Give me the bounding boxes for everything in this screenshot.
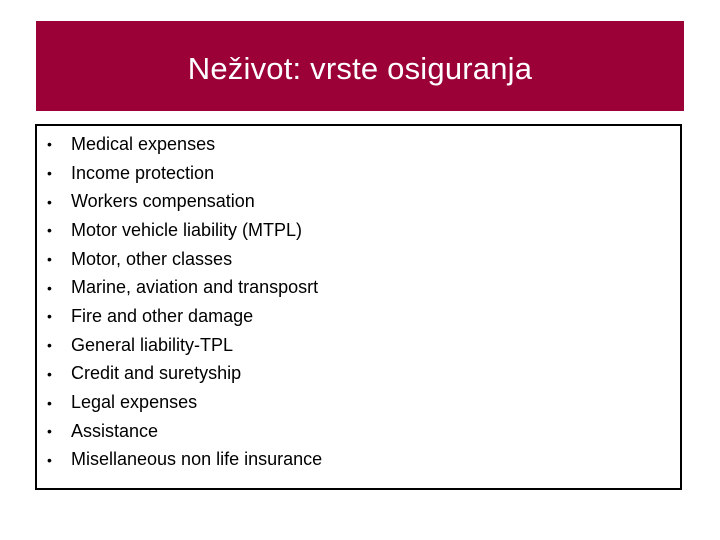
- list-item-label: Workers compensation: [71, 191, 255, 212]
- list-item: [47, 273, 322, 302]
- bullet-icon: •: [47, 365, 52, 382]
- content-box: [35, 124, 682, 490]
- bullet-icon: •: [47, 279, 52, 296]
- list-item: [47, 130, 322, 159]
- list-item-label: Legal expenses: [71, 392, 198, 413]
- list-item: [47, 417, 322, 446]
- list-item: [47, 187, 322, 216]
- bullet-list: [47, 130, 322, 474]
- list-item: [47, 388, 322, 417]
- list-item: [47, 302, 322, 331]
- bullet-icon: •: [47, 451, 52, 468]
- list-item-label: Motor vehicle liability (MTPL): [71, 219, 303, 240]
- list-item: [47, 245, 322, 274]
- list-item-label: Fire and other damage: [71, 305, 254, 326]
- bullet-icon: •: [47, 394, 52, 411]
- list-item: [47, 331, 322, 360]
- bullet-icon: •: [47, 193, 52, 210]
- list-item-label: Assistance: [71, 420, 159, 441]
- list-item-label: Misellaneous non life insurance: [71, 449, 323, 470]
- list-item-label: Marine, aviation and transposrt: [71, 277, 319, 298]
- list-item-label: Motor, other classes: [71, 248, 233, 269]
- list-item-label: General liability-TPL: [71, 334, 234, 355]
- bullet-icon: •: [47, 165, 52, 182]
- list-item: [47, 446, 322, 475]
- list-item-label: Credit and suretyship: [71, 363, 242, 384]
- slide-title: Neživot: vrste osiguranja: [187, 51, 533, 86]
- list-item: [47, 159, 322, 188]
- title-banner: [36, 21, 684, 111]
- bullet-icon: •: [47, 423, 52, 440]
- list-item-label: Medical expenses: [71, 133, 216, 154]
- bullet-icon: •: [47, 251, 52, 268]
- list-item-label: Income protection: [71, 162, 215, 183]
- bullet-icon: •: [47, 337, 52, 354]
- bullet-icon: •: [47, 308, 52, 325]
- bullet-icon: •: [47, 136, 52, 153]
- list-item: [47, 216, 322, 245]
- bullet-icon: •: [47, 222, 52, 239]
- list-item: [47, 360, 322, 389]
